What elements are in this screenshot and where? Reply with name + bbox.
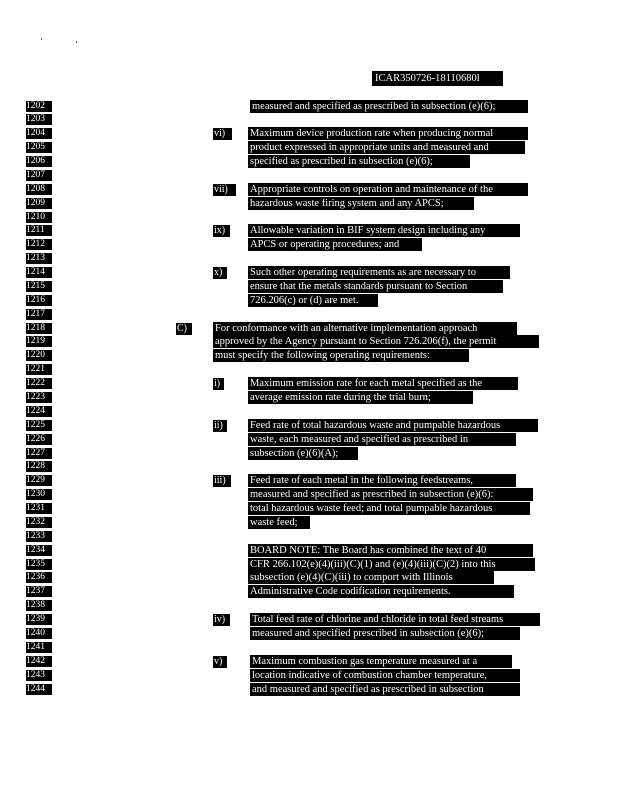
line-number: 1226 (26, 434, 52, 445)
line-number: 1207 (26, 170, 52, 181)
text-line: waste, each measured and specified as prescribed in (248, 433, 516, 446)
line-number: 1203 (26, 114, 52, 125)
text-line: Administrative Code codification requirements. (248, 585, 514, 598)
line-number: 1230 (26, 489, 52, 500)
text-line: Maximum combustion gas temperature measured at a (250, 655, 512, 668)
line-number: 1204 (26, 128, 52, 139)
text-line: 726.206(c) or (d) are met. (248, 294, 378, 307)
line-number: 1231 (26, 503, 52, 514)
line-number: 1213 (26, 253, 52, 264)
line-number: 1208 (26, 184, 52, 195)
line-number: 1237 (26, 586, 52, 597)
subsection-marker: vii) (213, 184, 236, 196)
line-number: 1239 (26, 614, 52, 625)
text-line: Allowable variation in BIF system design including any (248, 224, 520, 237)
line-number: 1217 (26, 309, 52, 320)
line-number: 1244 (26, 684, 52, 695)
text-line: Feed rate of total hazardous waste and pumpable hazardous (248, 419, 538, 432)
line-number: 1227 (26, 448, 52, 459)
subsection-marker: iii) (213, 475, 231, 487)
subsection-marker: x) (213, 267, 227, 279)
subsection-marker: v) (213, 656, 227, 668)
subsection-marker: ii) (213, 420, 227, 432)
line-number: 1223 (26, 392, 52, 403)
text-line: ensure that the metals standards pursuant to Section (248, 280, 503, 293)
text-line: Feed rate of each metal in the following feedstreams, (248, 474, 516, 487)
subsection-marker: vi) (213, 128, 232, 140)
line-number: 1235 (26, 559, 52, 570)
line-number: 1234 (26, 545, 52, 556)
text-line: average emission rate during the trial burn; (248, 391, 473, 404)
line-number: 1215 (26, 281, 52, 292)
subsection-marker: i) (213, 378, 224, 390)
line-number: 1218 (26, 323, 52, 334)
text-line: Maximum emission rate for each metal specified as the (248, 377, 518, 390)
subsection-marker: C) (176, 323, 192, 335)
line-number: 1211 (26, 225, 52, 236)
line-number: 1209 (26, 198, 52, 209)
line-number: 1243 (26, 670, 52, 681)
line-number: 1221 (26, 364, 52, 375)
line-number: 1225 (26, 420, 52, 431)
line-number: 1205 (26, 142, 52, 153)
line-number: 1214 (26, 267, 52, 278)
line-number: 1222 (26, 378, 52, 389)
text-line: hazardous waste firing system and any APCS; (248, 197, 474, 210)
text-line: total hazardous waste feed; and total pumpable hazardous (248, 502, 530, 515)
document-header-code: ICAR350726-18110680l (372, 71, 503, 86)
line-number: 1228 (26, 461, 52, 472)
text-line: and measured and specified as prescribed in subsection (250, 683, 520, 696)
text-line: approved by the Agency pursuant to Section 726.206(f), the permit (213, 335, 539, 348)
line-number: 1220 (26, 350, 52, 361)
text-line: For conformance with an alternative implementation approach (213, 322, 517, 335)
line-number: 1202 (26, 101, 52, 112)
text-line: location indicative of combustion chamber temperature, (250, 669, 520, 682)
text-line: product expressed in appropriate units and measured and (248, 141, 525, 154)
text-line: Such other operating requirements as are necessary to (248, 266, 510, 279)
line-number: 1241 (26, 642, 52, 653)
text-line: measured and specified as prescribed in subsection (e)(6); (250, 100, 528, 113)
text-line: Appropriate controls on operation and maintenance of the (248, 183, 528, 196)
text-line: measured and specified prescribed in subsection (e)(6); (250, 627, 520, 640)
text-line: waste feed; (248, 516, 310, 529)
line-number: 1229 (26, 475, 52, 486)
text-line: BOARD NOTE: The Board has combined the text of 40 (248, 544, 533, 557)
subsection-marker: iv) (213, 614, 230, 626)
text-line: measured and specified as prescribed in subsection (e)(6): (248, 488, 533, 501)
text-line: must specify the following operating requirements: (213, 349, 469, 362)
line-number: 1232 (26, 517, 52, 528)
line-number: 1210 (26, 212, 52, 223)
text-line: specified as prescribed in subsection (e)(6); (248, 155, 470, 168)
text-line: Total feed rate of chlorine and chloride in total feed streams (250, 613, 540, 626)
line-number: 1236 (26, 572, 52, 583)
line-number: 1242 (26, 656, 52, 667)
text-line: subsection (e)(4)(C)(iii) to comport with Illinois (248, 571, 494, 584)
text-line: subsection (e)(6)(A); (248, 447, 358, 460)
line-number: 1238 (26, 600, 52, 611)
line-number: 1219 (26, 336, 52, 347)
scan-speck (76, 41, 77, 43)
line-number: 1240 (26, 628, 52, 639)
line-number: 1224 (26, 406, 52, 417)
subsection-marker: ix) (213, 225, 230, 237)
text-line: CFR 266.102(e)(4)(iii)(C)(1) and (e)(4)(iii)(C)(2) into this (248, 558, 535, 571)
text-line: Maximum device production rate when producing normal (248, 127, 528, 140)
line-number: 1212 (26, 239, 52, 250)
line-number: 1233 (26, 531, 52, 542)
text-line: APCS or operating procedures; and (248, 238, 422, 251)
line-number: 1216 (26, 295, 52, 306)
line-number: 1206 (26, 156, 52, 167)
scan-speck (41, 38, 42, 40)
